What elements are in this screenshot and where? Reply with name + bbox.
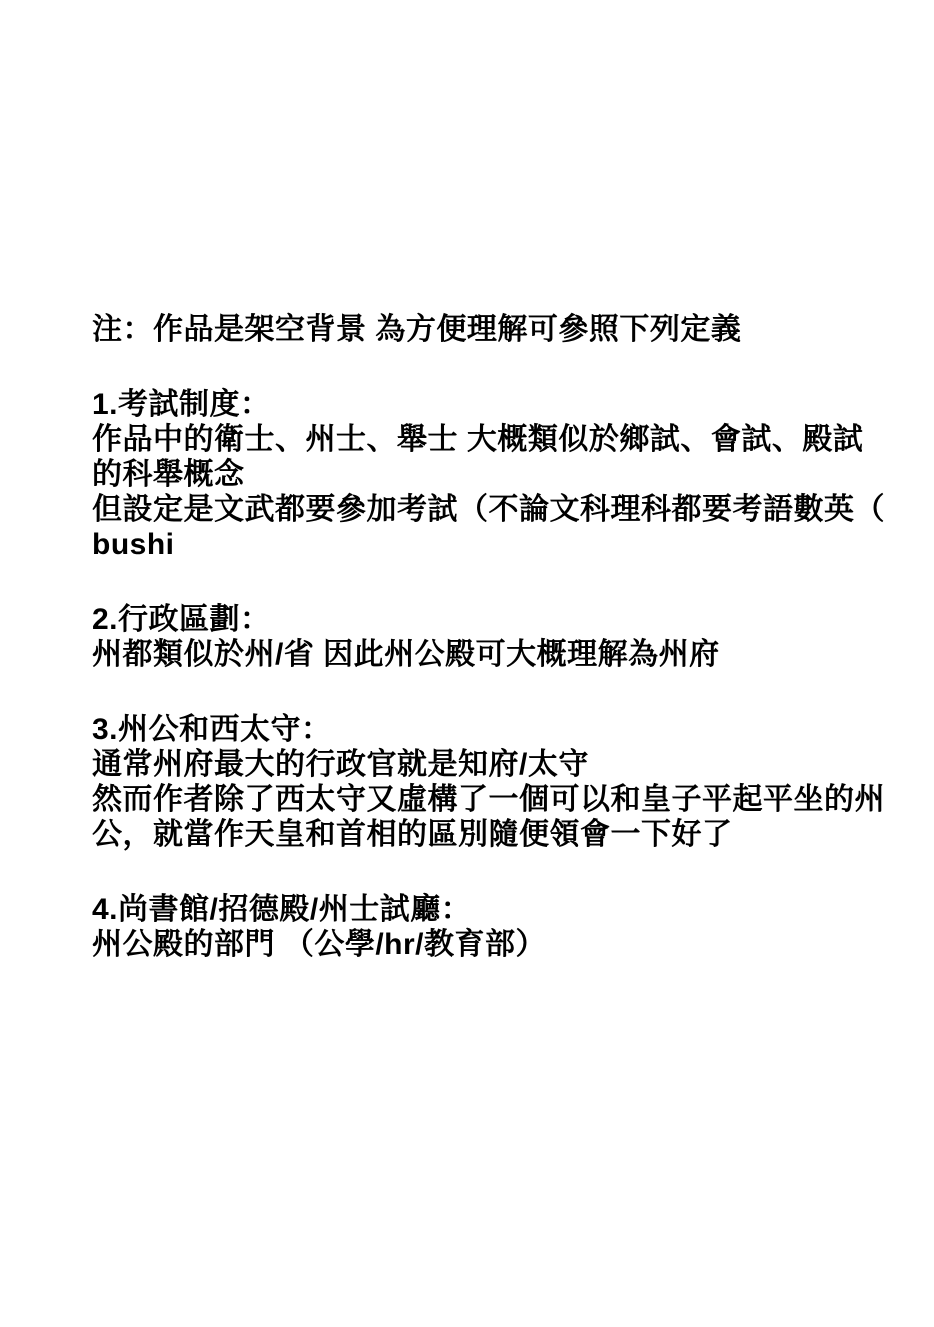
note-block xyxy=(92,312,894,347)
section-text-line: 然而作者除了西太守又虛構了一個可以和皇子平起平坐的州 xyxy=(92,783,885,816)
note-line: 注：作品是架空背景 為方便理解可參照下列定義 xyxy=(92,313,742,346)
section-exam-system xyxy=(92,387,894,562)
section-text-line: 州公殿的部門 （公學/hr/教育部） xyxy=(92,928,547,961)
section-text-line: 作品中的衛士、州士、舉士 大概類似於鄉試、會試、殿試 xyxy=(92,423,864,456)
section-text-line: 公，就當作天皇和首相的區別隨便領會一下好了 xyxy=(92,818,733,851)
section-text-line: bushi xyxy=(92,528,175,561)
section-departments xyxy=(92,892,894,962)
section-heading: 3.州公和西太守： xyxy=(92,713,332,746)
section-administrative-divisions xyxy=(92,602,894,672)
section-text-line: 通常州府最大的行政官就是知府/太守 xyxy=(92,748,589,781)
section-text-line: 州都類似於州/省 因此州公殿可大概理解為州府 xyxy=(92,638,720,671)
section-heading: 4.尚書館/招德殿/州士試廳： xyxy=(92,893,472,926)
section-heading: 1.考試制度： xyxy=(92,388,271,421)
section-heading: 2.行政區劃： xyxy=(92,603,271,636)
section-zhougong-xitaishou xyxy=(92,712,894,852)
section-text-line: 但設定是文武都要參加考試（不論文科理科都要考語數英（ xyxy=(92,493,885,526)
section-text-line: 的科舉概念 xyxy=(92,458,245,491)
